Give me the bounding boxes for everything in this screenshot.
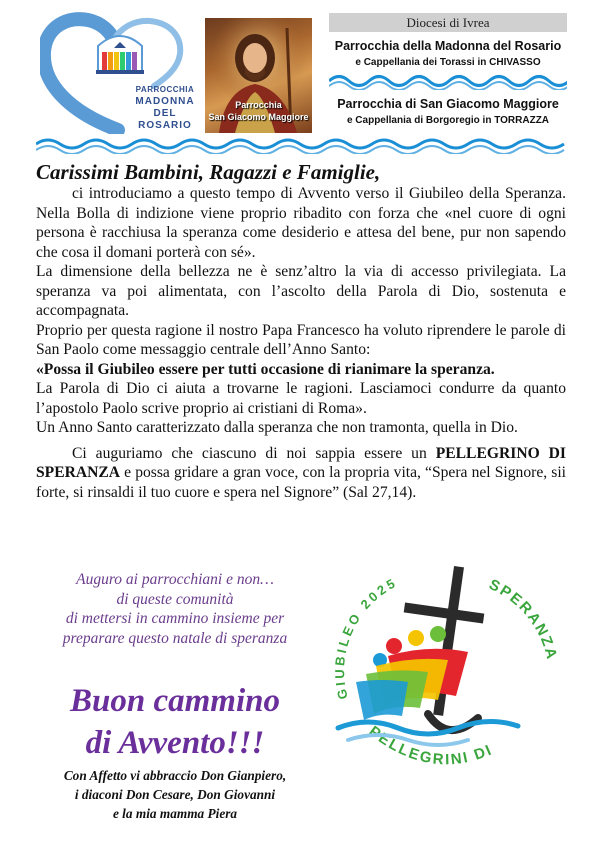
- paragraph-pope: Proprio per questa ragione il nostro Papa Francesco ha voluto riprendere le parole di San Paolo come messaggio centrale dell’Anno Santo:: [36, 321, 566, 358]
- parish-rosario-title: Parrocchia della Madonna del Rosario: [334, 39, 562, 53]
- photo-caption-line2: San Giacomo Maggiore: [208, 112, 309, 122]
- logo-line-rosario: ROSARIO: [138, 120, 192, 131]
- wave-divider-upper: [329, 72, 567, 90]
- quote-rest: La Parola di Dio ci aiuta a trovarne le ragioni. Lasciamoci condurre da quanto l’apostolo Paolo scrive proprio ai cristiani di Roma».: [36, 380, 566, 417]
- signature-line1: Con Affetto vi abbraccio Don Gianpiero,: [63, 768, 287, 783]
- signature-line2: i diaconi Don Cesare, Don Giovanni: [74, 787, 276, 802]
- jubilee-top-text: GIUBILEO 2025: [332, 574, 400, 701]
- logo-line-madonna: MADONNA: [135, 96, 195, 107]
- paragraph-beauty: La dimensione della bellezza ne è senz’altro la via di accesso privilegiata. La speranza va poi alimentata, con l’ascolto della Parola di Dio, sostenuta e accompagnata.: [36, 263, 566, 319]
- signature-line3: e la mia mamma Piera: [112, 806, 238, 821]
- wish-line3: di mettersi in cammino insieme per: [65, 610, 285, 627]
- paragraph-pilgrim: [36, 444, 566, 503]
- pilgrim-text-a: Ci auguriamo che ciascuno di noi sappia essere un: [72, 444, 436, 462]
- pilgrim-text-b: e possa gridare a gran voce, con la propria vita, “Spera nel Signore, sii forte, si rinsaldi il tuo cuore e spera nel Signore” (Sal 27,14).: [36, 464, 566, 501]
- logo-line-del: DEL: [153, 108, 177, 119]
- diocese-banner: Diocesi di Ivrea: [329, 13, 567, 32]
- paragraph-holy-year: Un Anno Santo caratterizzato dalla speranza che non tramonta, quella in Dio.: [36, 419, 518, 436]
- logo-line-parrocchia: PARROCCHIA: [135, 85, 195, 94]
- wish-line1: Auguro ai parrocchiani e non…: [76, 571, 274, 588]
- letter-body: [36, 184, 566, 502]
- saint-james-photo: [205, 18, 312, 133]
- wish-line4: preparare questo natale di speranza: [62, 629, 288, 647]
- closing-line2: di Avvento!!!: [85, 725, 265, 761]
- paragraph-quote: [36, 360, 566, 419]
- parish-giacomo-subtitle: e Cappellania di Borgoregio in TORRAZZA: [346, 115, 550, 126]
- jubilee-right-text: SPERANZA: [486, 576, 561, 663]
- jubilee-bottom-text: PELLEGRINI DI: [365, 722, 496, 769]
- closing-title: [30, 680, 320, 764]
- pilgrim-bold: PELLEGRINO DI SPERANZA: [36, 444, 566, 481]
- jubilee-2025-logo-icon: [318, 548, 568, 790]
- paragraph-intro: ci introduciamo a questo tempo di Avvento verso il Giubileo della Speranza. Nella Bolla di indizione viene proprio ribadito con forza che «nel cuore di ogni persona è racchiusa la speranza come desiderio e attesa del bene, pur non sapendo che cosa il domani porterà con sé».: [36, 185, 566, 261]
- parish-rosario-subtitle: e Cappellania dei Torassi in CHIVASSO: [355, 57, 541, 68]
- wave-divider-main: [36, 136, 566, 154]
- parish-logo-text: [128, 84, 202, 132]
- wish-line2: di queste comunità: [116, 590, 234, 608]
- quote-bold: «Possa il Giubileo essere per tutti occasione di rianimare la speranza.: [36, 360, 495, 378]
- photo-caption-line1: Parrocchia: [235, 100, 282, 110]
- letter-greeting: Carissimi Bambini, Ragazzi e Famiglie,: [36, 160, 381, 184]
- signature-block: [30, 766, 320, 823]
- wish-block: [30, 570, 320, 648]
- closing-line1: Buon cammino: [70, 683, 280, 719]
- parish-giacomo-title: Parrocchia di San Giacomo Maggiore: [337, 97, 559, 111]
